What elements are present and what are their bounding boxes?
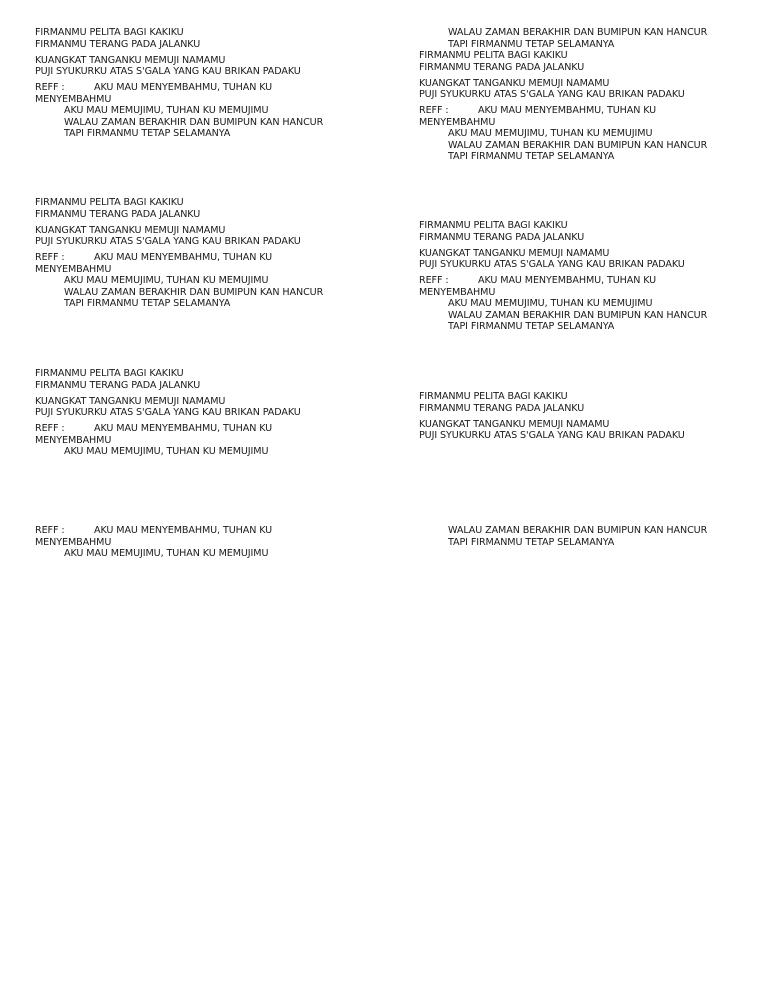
verse-line: PUJI SYUKURKU ATAS S'GALA YANG KAU BRIKAN PADAKU (419, 259, 685, 270)
reff-label: REFF : (419, 105, 449, 116)
reff-label: REFF : (419, 275, 449, 286)
lyrics-block-right-1 (419, 27, 739, 163)
verse-line: FIRMANMU TERANG PADA JALANKU (419, 231, 585, 243)
reff-line: WALAU ZAMAN BERAKHIR DAN BUMIPUN KAN HANCUR (448, 309, 708, 321)
reff-label: REFF : (35, 82, 65, 93)
reff-line (35, 525, 355, 537)
lyrics-block-right-2 (419, 220, 739, 333)
reff-line: TAPI FIRMANMU TETAP SELAMANYA (448, 151, 615, 162)
verse-line: KUANGKAT TANGANKU MEMUJI NAMAMU (35, 395, 226, 407)
reff-line-wrap: MENYEMBAHMU (35, 536, 112, 548)
verse-line: KUANGKAT TANGANKU MEMUJI NAMAMU (419, 418, 610, 430)
verse-line: FIRMANMU TERANG PADA JALANKU (35, 208, 201, 220)
reff-line: AKU MAU MEMUJIMU, TUHAN KU MEMUJIMU (448, 298, 653, 309)
reff-label: REFF : (35, 423, 65, 434)
verse-line: FIRMANMU TERANG PADA JALANKU (419, 402, 585, 414)
verse-line: FIRMANMU PELITA BAGI KAKIKU (419, 220, 568, 231)
reff-line: AKU MAU MEMUJIMU, TUHAN KU MEMUJIMU (64, 446, 269, 457)
verse-line: PUJI SYUKURKU ATAS S'GALA YANG KAU BRIKAN PADAKU (419, 89, 685, 100)
verse-line: FIRMANMU TERANG PADA JALANKU (35, 38, 201, 50)
lyrics-block-right-4 (419, 525, 739, 548)
reff-line (419, 105, 739, 117)
verse-line: FIRMANMU PELITA BAGI KAKIKU (35, 197, 184, 208)
reff-line: TAPI FIRMANMU TETAP SELAMANYA (448, 536, 615, 548)
verse-line: KUANGKAT TANGANKU MEMUJI NAMAMU (419, 247, 610, 259)
reff-line-wrap: MENYEMBAHMU (35, 263, 112, 275)
reff-line: WALAU ZAMAN BERAKHIR DAN BUMIPUN KAN HANCUR (448, 27, 708, 38)
verse-line: KUANGKAT TANGANKU MEMUJI NAMAMU (419, 77, 610, 89)
reff-text: AKU MAU MENYEMBAHMU, TUHAN KU (478, 275, 657, 286)
reff-text: AKU MAU MENYEMBAHMU, TUHAN KU (94, 423, 273, 434)
reff-line-wrap: MENYEMBAHMU (35, 93, 112, 105)
reff-line-wrap: MENYEMBAHMU (419, 286, 496, 298)
reff-line (35, 423, 355, 435)
reff-line: AKU MAU MEMUJIMU, TUHAN KU MEMUJIMU (64, 275, 269, 286)
verse-line: PUJI SYUKURKU ATAS S'GALA YANG KAU BRIKAN PADAKU (35, 66, 301, 77)
reff-line: AKU MAU MEMUJIMU, TUHAN KU MEMUJIMU (64, 548, 269, 559)
verse-line: PUJI SYUKURKU ATAS S'GALA YANG KAU BRIKAN PADAKU (35, 236, 301, 247)
verse-line: PUJI SYUKURKU ATAS S'GALA YANG KAU BRIKAN PADAKU (419, 430, 685, 441)
lyrics-block-right-3 (419, 391, 739, 442)
verse-line: KUANGKAT TANGANKU MEMUJI NAMAMU (35, 224, 226, 236)
verse-line: FIRMANMU PELITA BAGI KAKIKU (35, 27, 184, 38)
reff-line: WALAU ZAMAN BERAKHIR DAN BUMIPUN KAN HANCUR (64, 286, 324, 298)
lyrics-block-left-3 (35, 368, 355, 458)
reff-text: AKU MAU MENYEMBAHMU, TUHAN KU (94, 525, 273, 536)
verse-line: FIRMANMU TERANG PADA JALANKU (35, 379, 201, 391)
lyrics-block-left-4 (35, 525, 355, 560)
verse-line: PUJI SYUKURKU ATAS S'GALA YANG KAU BRIKAN PADAKU (35, 407, 301, 418)
reff-label: REFF : (35, 525, 65, 536)
reff-line: WALAU ZAMAN BERAKHIR DAN BUMIPUN KAN HANCUR (64, 116, 324, 128)
reff-line (419, 275, 739, 287)
reff-line (35, 82, 355, 94)
reff-text: AKU MAU MENYEMBAHMU, TUHAN KU (94, 82, 273, 93)
reff-line: WALAU ZAMAN BERAKHIR DAN BUMIPUN KAN HANCUR (448, 525, 708, 536)
reff-text: AKU MAU MENYEMBAHMU, TUHAN KU (94, 252, 273, 263)
reff-line: TAPI FIRMANMU TETAP SELAMANYA (448, 321, 615, 332)
verse-line: FIRMANMU PELITA BAGI KAKIKU (419, 50, 568, 61)
reff-line: AKU MAU MEMUJIMU, TUHAN KU MEMUJIMU (64, 105, 269, 116)
verse-line: KUANGKAT TANGANKU MEMUJI NAMAMU (35, 54, 226, 66)
verse-line: FIRMANMU PELITA BAGI KAKIKU (35, 368, 184, 379)
reff-line: TAPI FIRMANMU TETAP SELAMANYA (64, 298, 231, 309)
reff-line: TAPI FIRMANMU TETAP SELAMANYA (64, 128, 231, 139)
lyrics-block-left-1 (35, 27, 355, 140)
verse-line: FIRMANMU TERANG PADA JALANKU (419, 61, 585, 73)
reff-line-wrap: MENYEMBAHMU (419, 116, 496, 128)
reff-line: WALAU ZAMAN BERAKHIR DAN BUMIPUN KAN HANCUR (448, 139, 708, 151)
reff-line: AKU MAU MEMUJIMU, TUHAN KU MEMUJIMU (448, 128, 653, 139)
reff-text: AKU MAU MENYEMBAHMU, TUHAN KU (478, 105, 657, 116)
reff-line: TAPI FIRMANMU TETAP SELAMANYA (448, 38, 615, 50)
verse-line: FIRMANMU PELITA BAGI KAKIKU (419, 391, 568, 402)
reff-label: REFF : (35, 252, 65, 263)
lyrics-block-left-2 (35, 197, 355, 310)
reff-line-wrap: MENYEMBAHMU (35, 434, 112, 446)
reff-line (35, 252, 355, 264)
